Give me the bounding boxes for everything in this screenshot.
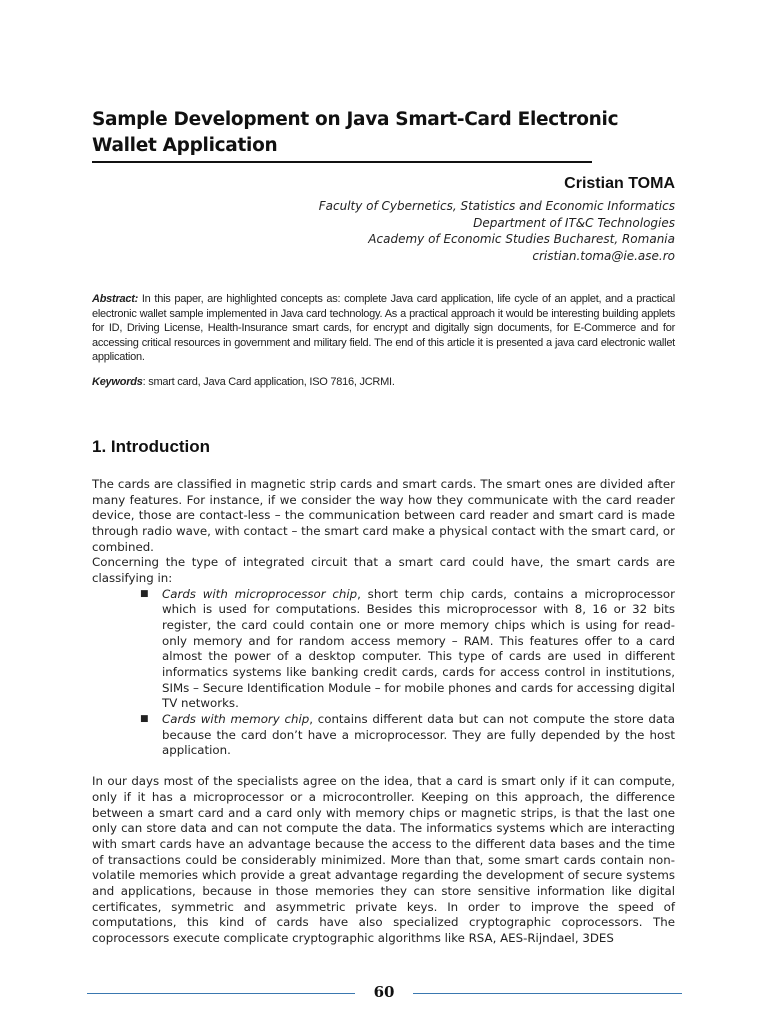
body-paragraph: Concerning the type of integrated circuit that a smart card could have, the smart cards are classifying in: — [92, 555, 675, 585]
list-item — [140, 586, 675, 712]
affiliation-academy: Academy of Economic Studies Bucharest, Romania — [368, 232, 675, 246]
body-paragraph: The cards are classified in magnetic strip cards and smart cards. The smart ones are divided after many features. For instance, if we consider the way how they communicate with the card reader device, those are contact-less – the communication between card reader and smart card is made through radio wave, with contact – the smart card make a physical contact with the smart card, or combined. — [92, 477, 675, 554]
section-heading: 1. Introduction — [92, 437, 211, 456]
card-types-list — [92, 587, 675, 759]
bullet-icon: ■ — [140, 713, 149, 724]
affiliation-department: Department of IT&C Technologies — [473, 215, 675, 230]
footer-rule-left — [87, 993, 355, 994]
section-body — [92, 477, 675, 947]
list-item-term: Cards with microprocessor chip — [162, 586, 358, 601]
author-email: cristian.toma@ie.ase.ro — [532, 248, 675, 263]
author-name: Cristian TOMA — [564, 175, 675, 192]
keywords-text: : smart card, Java Card application, ISO 7816, JCRMI. — [142, 376, 395, 388]
list-item-text: , short term chip cards, contains a microprocessor which is used for computations. Besides this microprocessor with 8, 16 or 32 bits register, the card could contain one or more memory chips which is using for read-only memory and for random access memory – RAM. This features offer to a card almost the power of a desktop computer. This type of cards are used in different informatics systems like banking credit cards, cards for access control in institutions, SIMs – Secure Identification Module – for mobile phones and cards for accessing digital TV networks. — [162, 586, 675, 711]
title-underline — [92, 161, 592, 163]
bullet-icon: ■ — [140, 588, 149, 599]
author-affiliation — [319, 198, 675, 264]
paper-title: Sample Development on Java Smart-Card Electronic Wallet Application — [92, 109, 619, 156]
page-number: 60 — [373, 983, 395, 1001]
abstract-text: In this paper, are highlighted concepts as: complete Java card application, life cycle of an applet, and a practical electronic wallet sample implemented in Java card technology. As a practical approach it would be interesting building applets for ID, Driving License, Health-Insurance smart cards, for encrypt and digitally sign documents, for E-Commerce and for accessing critical resources in government and military field. The end of this article it is presented a java card electronic wallet application. — [92, 293, 675, 364]
keywords — [92, 375, 675, 390]
affiliation-faculty: Faculty of Cybernetics, Statistics and Economic Informatics — [318, 199, 675, 213]
keywords-label: Keywords — [92, 376, 143, 388]
list-item-text: , contains different data but can not compute the store data because the card don’t have a microprocessor. They are fully depended by the host application. — [162, 711, 675, 758]
footer-rule-right — [413, 993, 682, 994]
list-item-term: Cards with memory chip — [162, 711, 310, 726]
abstract-label: Abstract: — [92, 293, 139, 305]
abstract — [92, 292, 675, 365]
body-paragraph: In our days most of the specialists agree on the idea, that a card is smart only if it can compute, only if it has a microprocessor or a microcontroller. Keeping on this approach, the difference between a smart card and a card only with memory chips or magnetic strips, is that the last one only can store data and can not compute the data. The informatics systems which are interacting with smart cards have an advantage because the access to the different data bases and the time of transactions could be considerably minimized. More than that, some smart cards contain non-volatile memories which provide a great advantage regarding the development of secure systems and applications, because in those memories they can store sensitive information like digital certificates, symmetric and asymmetric private keys. In order to improve the speed of computations, this kind of cards have also specialized cryptographic coprocessors. The coprocessors execute complicate cryptographic algorithms like RSA, AES-Rijndael, 3DES — [92, 774, 675, 945]
list-item — [140, 711, 675, 759]
